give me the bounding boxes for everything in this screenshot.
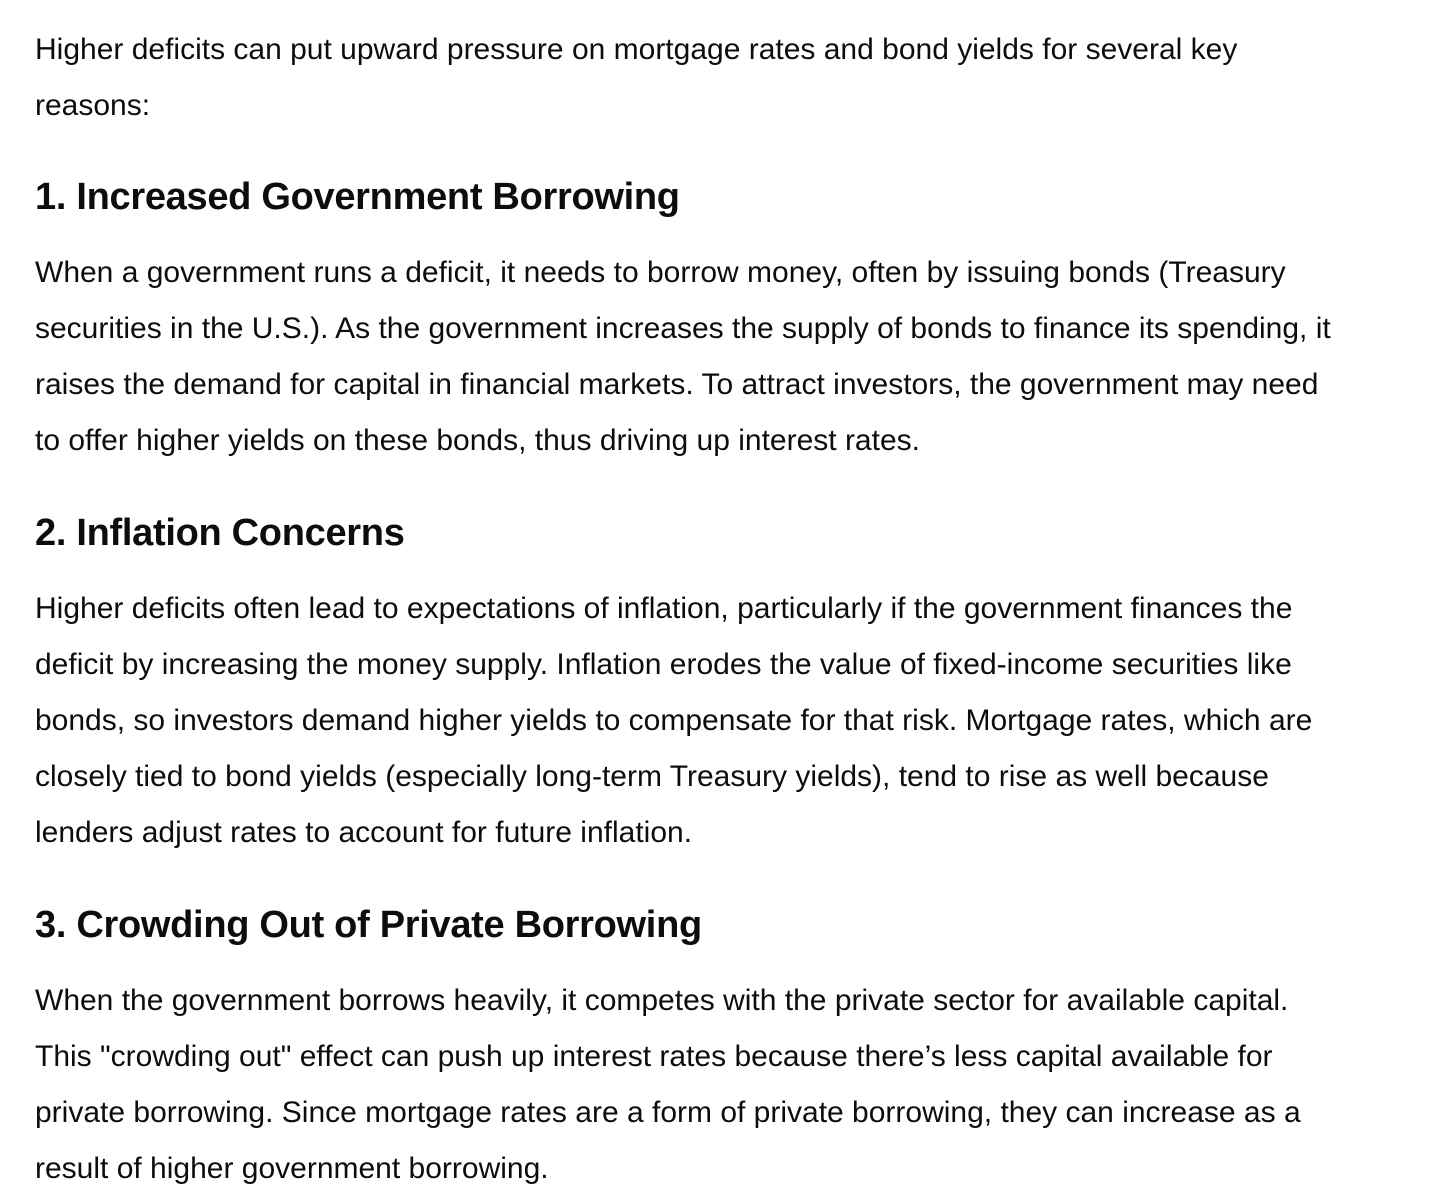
text-line: deficit by increasing the money supply. Inflation erodes the value of fixed-income securities like	[35, 648, 1292, 681]
section-heading-borrowing: 1. Increased Government Borrowing	[35, 176, 680, 218]
intro-paragraph	[35, 22, 1237, 134]
text-line: private borrowing. Since mortgage rates are a form of private borrowing, they can increase as a	[35, 1096, 1301, 1129]
text-line: When the government borrows heavily, it competes with the private sector for available capital.	[35, 984, 1289, 1017]
text-line: bonds, so investors demand higher yields to compensate for that risk. Mortgage rates, which are	[35, 704, 1313, 737]
text-line: to offer higher yields on these bonds, thus driving up interest rates.	[35, 424, 920, 457]
text-line: reasons:	[35, 89, 151, 122]
section-heading-crowding-out: 3. Crowding Out of Private Borrowing	[35, 904, 702, 946]
text-line: securities in the U.S.). As the government increases the supply of bonds to finance its spending, it	[35, 312, 1331, 345]
text-line: closely tied to bond yields (especially long-term Treasury yields), tend to rise as well because	[35, 760, 1269, 793]
section-paragraph-crowding-out	[35, 973, 1301, 1197]
section-paragraph-inflation	[35, 581, 1312, 861]
section-paragraph-borrowing	[35, 245, 1331, 469]
text-line: Higher deficits can put upward pressure on mortgage rates and bond yields for several key	[35, 33, 1238, 66]
text-line: lenders adjust rates to account for future inflation.	[35, 816, 693, 849]
text-line: This "crowding out" effect can push up interest rates because there’s less capital available for	[35, 1040, 1273, 1073]
text-line: result of higher government borrowing.	[35, 1152, 549, 1185]
text-line: raises the demand for capital in financial markets. To attract investors, the government may need	[35, 368, 1319, 401]
section-heading-inflation: 2. Inflation Concerns	[35, 512, 405, 554]
text-line: When a government runs a deficit, it needs to borrow money, often by issuing bonds (Treasury	[35, 256, 1286, 289]
text-line: Higher deficits often lead to expectations of inflation, particularly if the government finances the	[35, 592, 1293, 625]
